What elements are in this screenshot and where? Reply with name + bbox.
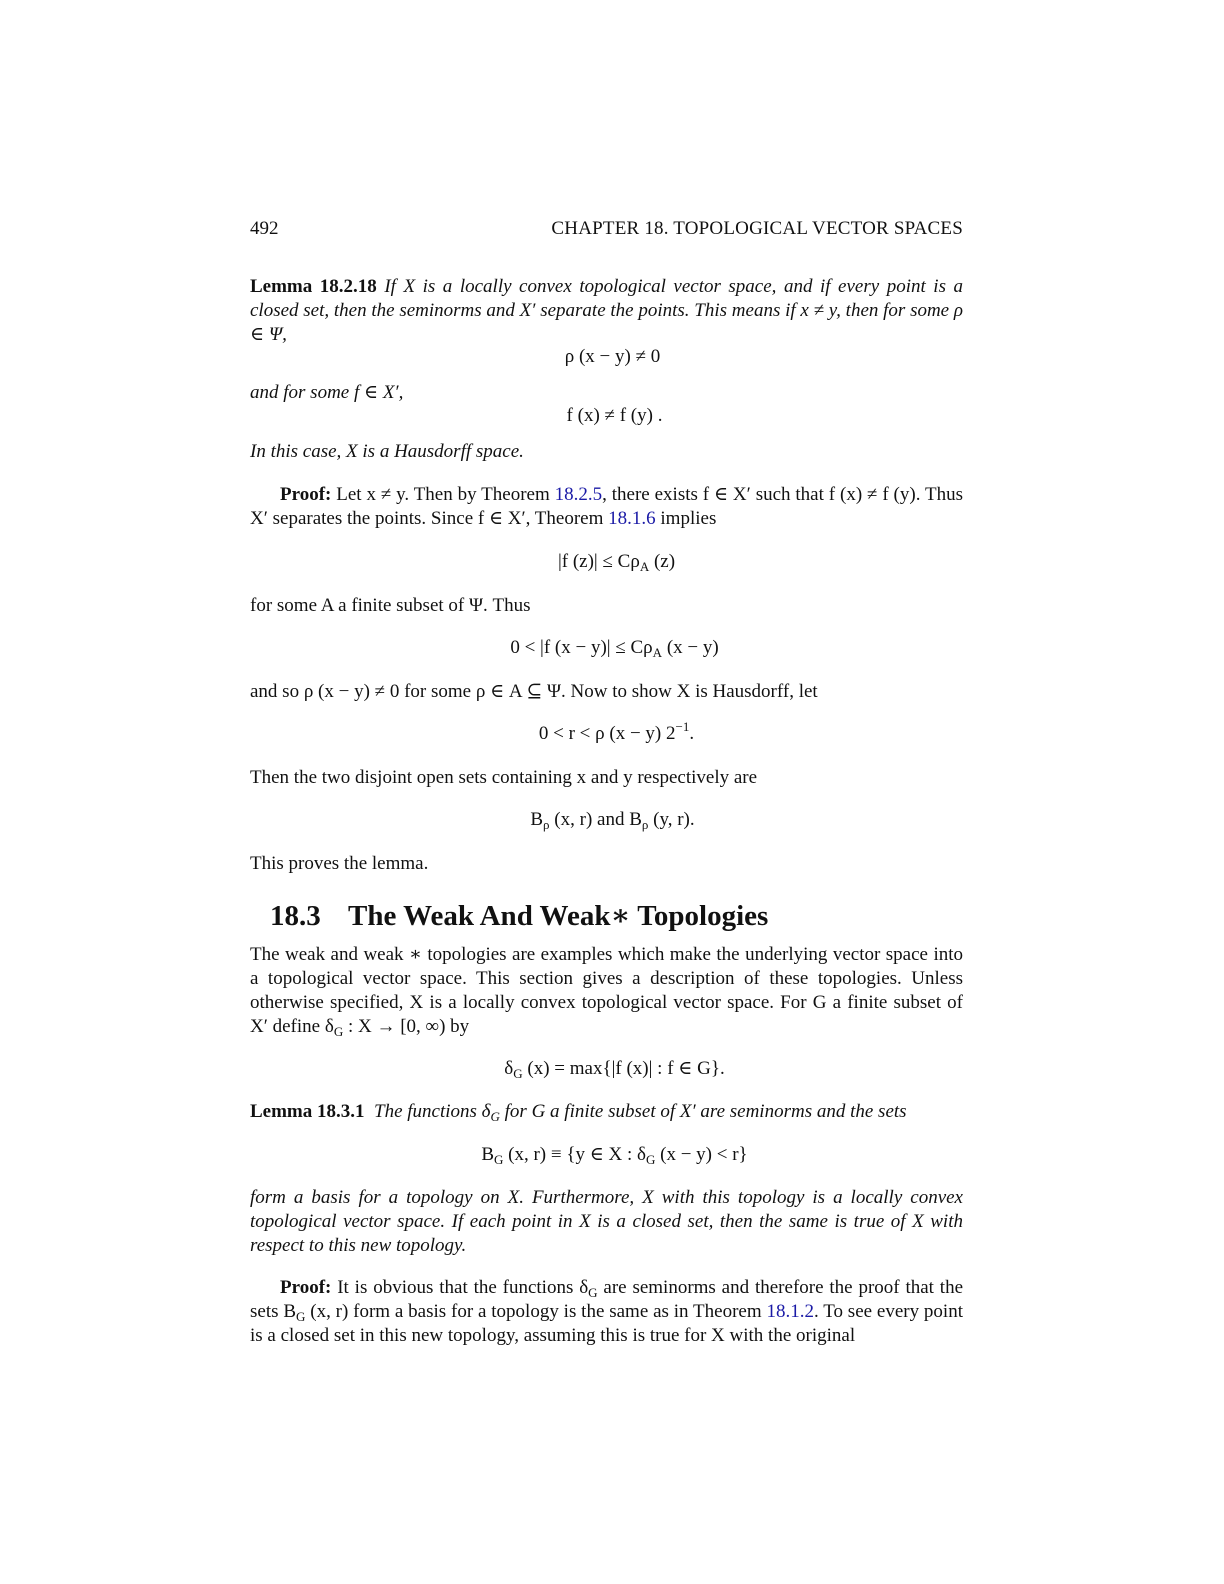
intro-sub: G xyxy=(333,1024,344,1039)
section-heading xyxy=(270,898,768,933)
proof-end: This proves the lemma. xyxy=(250,853,429,874)
lemma-label: Lemma 18.3.1 xyxy=(250,1101,365,1122)
lemma-18-3-1 xyxy=(250,1100,963,1124)
eq-sub: G xyxy=(645,1152,656,1167)
lemma-statement: for G a finite subset of X′ are seminorms and the sets xyxy=(499,1101,907,1122)
equation-open-balls xyxy=(250,809,969,831)
equation-r-choice xyxy=(250,719,973,745)
equation-f-separates: f (x) ≠ f (y) . xyxy=(566,405,663,426)
eq-sub: ρ xyxy=(543,817,550,832)
theorem-link-18-1-6[interactable]: 18.1.6 xyxy=(608,508,656,529)
proof-text: . To see every point is a closed set in this new topology, assuming this is true for X with the original xyxy=(250,1301,963,1346)
proof-sub: G xyxy=(588,1285,598,1300)
equation-delta-g xyxy=(250,1057,971,1080)
proof-text: implies xyxy=(655,508,717,529)
proof-sub: G xyxy=(296,1309,306,1324)
page-number: 492 xyxy=(250,218,279,239)
proof-label: Proof: xyxy=(280,1277,332,1298)
lemma-statement: If X is a locally convex topological vector space, and if every point is a closed set, then the seminorms and X′ separate the points. This means if x ≠ y, then for some ρ ∈ Ψ, xyxy=(250,276,964,345)
eq-part: B xyxy=(530,809,544,830)
lemma-statement: The functions δ xyxy=(374,1101,491,1122)
proof-text: are seminorms and therefore the proof that the sets B xyxy=(250,1277,964,1322)
eq-sub: G xyxy=(494,1152,504,1167)
lemma-mid-text: and for some f ∈ X′, xyxy=(250,382,404,403)
equation-basis-set xyxy=(250,1143,971,1166)
eq-part: . xyxy=(689,723,695,744)
lemma-conclusion-2: form a basis for a topology on X. Furthermore, X with this topology is a locally convex topological vector space. If each point in X is a closed set, then the same is true of X with respect to this new topology. xyxy=(250,1187,963,1256)
intro-text: The weak and weak ∗ topologies are examples which make the underlying vector space into a topological vector space. This section gives a description of these topologies. Unless otherwise specified, X is a locally convex topological vector space. For G a finite subset of X′ define δ xyxy=(250,944,963,1037)
proof-text: It is obvious that the functions δ xyxy=(337,1277,589,1298)
lemma-sub: G xyxy=(490,1109,500,1124)
eq-part: (z) xyxy=(649,551,676,572)
eq-part: (x, r) and B xyxy=(549,809,642,830)
proof-text: (x, r) form a basis for a topology is the same as in Theorem xyxy=(305,1301,767,1322)
section-intro-paragraph xyxy=(250,943,963,1039)
eq-part: (x − y) < r} xyxy=(655,1144,748,1165)
eq-part: 0 < r < ρ (x − y) 2 xyxy=(538,723,676,744)
equation-rho-nonzero: ρ (x − y) ≠ 0 xyxy=(564,346,661,367)
eq-sub: A xyxy=(639,559,650,574)
lemma-conclusion: In this case, X is a Hausdorff space. xyxy=(250,441,524,462)
eq-part: B xyxy=(481,1144,494,1165)
proof-text: , there exists f ∈ X′ such that f (x) ≠ f (y). Thus X′ separates the points. Since f ∈ X′, Theorem xyxy=(250,484,963,529)
equation-f-bound xyxy=(250,551,973,573)
theorem-link-18-2-5[interactable]: 18.2.5 xyxy=(554,484,603,505)
eq-part: |f (z)| ≤ Cρ xyxy=(557,551,640,572)
chapter-title: CHAPTER 18. TOPOLOGICAL VECTOR SPACES xyxy=(551,218,963,239)
lemma-18-2-18 xyxy=(250,275,963,347)
lemma-label: Lemma 18.2.18 xyxy=(250,276,377,297)
eq-part: δ xyxy=(504,1058,514,1079)
eq-sub: G xyxy=(513,1066,523,1081)
eq-sub: ρ xyxy=(641,817,649,832)
section-number: 18.3 xyxy=(270,900,321,932)
eq-part: (x − y) xyxy=(662,637,719,658)
proof-text: Let x ≠ y. Then by Theorem xyxy=(336,484,555,505)
eq-sup: −1 xyxy=(675,719,690,734)
proof-label: Proof: xyxy=(280,484,332,505)
eq-part: (x) = max{|f (x)| : f ∈ G}. xyxy=(522,1058,725,1079)
proof-text-3: and so ρ (x − y) ≠ 0 for some ρ ∈ A ⊆ Ψ. Now to show X is Hausdorff, let xyxy=(250,681,818,702)
proof-paragraph-1 xyxy=(250,483,963,531)
eq-part: 0 < |f (x − y)| ≤ Cρ xyxy=(510,637,653,658)
section-title: The Weak And Weak∗ Topologies xyxy=(348,900,769,932)
proof-text-4: Then the two disjoint open sets containing x and y respectively are xyxy=(250,767,758,788)
proof-text-2: for some A a finite subset of Ψ. Thus xyxy=(250,595,531,616)
eq-sub: A xyxy=(652,645,663,660)
equation-strict-bound xyxy=(250,637,971,659)
theorem-link-18-1-2[interactable]: 18.1.2 xyxy=(766,1301,814,1322)
eq-part: (x, r) ≡ {y ∈ X : δ xyxy=(503,1144,646,1165)
eq-part: (y, r). xyxy=(648,809,695,830)
proof-paragraph-2 xyxy=(250,1276,963,1348)
intro-text: : X → [0, ∞) by xyxy=(343,1016,470,1037)
